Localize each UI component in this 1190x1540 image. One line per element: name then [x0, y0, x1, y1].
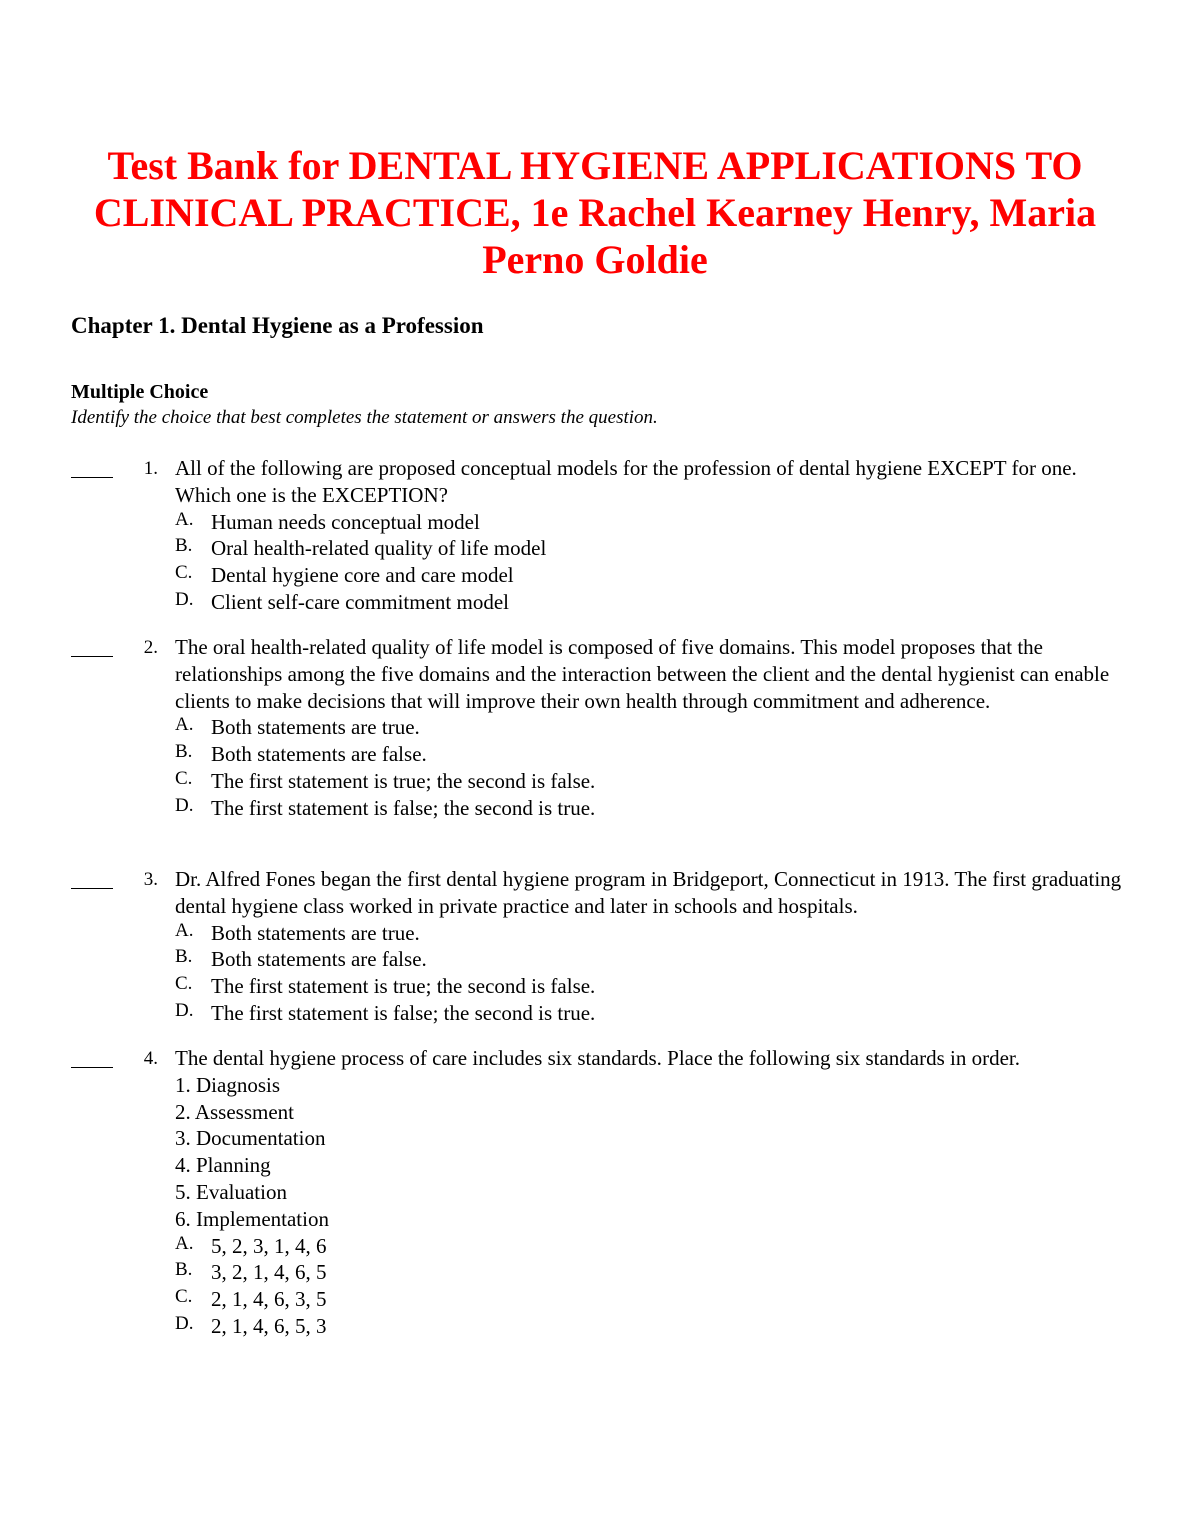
- option-text: Both statements are true.: [211, 920, 420, 945]
- answer-blank: [71, 1045, 113, 1068]
- option-b: [175, 535, 1130, 562]
- option-text: The first statement is false; the second is true.: [211, 795, 596, 820]
- chapter-heading: Chapter 1. Dental Hygiene as a Profession: [71, 313, 484, 338]
- question-stem: The oral health-related quality of life model is composed of five domains. This model proposes that the relationships among the five domains and the interaction between the client and the dental hygienist can enable clients to make decisions that will improve their own health through commitment and adherence.: [175, 635, 1110, 713]
- option-letter: B.: [175, 741, 193, 763]
- option-letter: D.: [175, 794, 194, 816]
- option-letter: B.: [175, 946, 193, 968]
- option-letter: D.: [175, 1312, 194, 1334]
- sequence-item: 1. Diagnosis: [175, 1072, 280, 1097]
- option-c: [175, 562, 1130, 589]
- option-b: [175, 1259, 1130, 1286]
- option-a: [175, 1233, 1130, 1260]
- option-text: Both statements are true.: [211, 715, 420, 740]
- option-letter: C.: [175, 767, 193, 789]
- option-letter: A.: [175, 1232, 194, 1254]
- option-text: Dental hygiene core and care model: [211, 563, 514, 588]
- option-text: Oral health-related quality of life model: [211, 536, 547, 561]
- option-letter: B.: [175, 1259, 193, 1281]
- option-c: [175, 1286, 1130, 1313]
- option-d: [175, 1313, 1130, 1340]
- option-text: 5, 2, 3, 1, 4, 6: [211, 1233, 327, 1258]
- option-letter: A.: [175, 508, 194, 530]
- sequence-item: 6. Implementation: [175, 1206, 329, 1231]
- option-text: Human needs conceptual model: [211, 509, 480, 534]
- option-letter: A.: [175, 714, 194, 736]
- option-a: [175, 509, 1130, 536]
- question-number: 4.: [143, 1048, 158, 1069]
- option-a: [175, 714, 1130, 741]
- question-number: 2.: [143, 637, 158, 658]
- question-number: 3.: [143, 869, 158, 890]
- option-text: 2, 1, 4, 6, 3, 5: [211, 1287, 327, 1312]
- instructions-text: Identify the choice that best completes the statement or answers the question.: [71, 407, 658, 428]
- option-text: 2, 1, 4, 6, 5, 3: [211, 1313, 327, 1338]
- option-b: [175, 946, 1130, 973]
- question-number: 1.: [143, 458, 158, 479]
- answer-blank: [71, 634, 113, 657]
- option-b: [175, 741, 1130, 768]
- question-stem: The dental hygiene process of care includes six standards. Place the following six standards in order.: [175, 1046, 1021, 1070]
- document-title: Test Bank for DENTAL HYGIENE APPLICATIONS TO CLINICAL PRACTICE, 1e Rachel Kearney Henry, Maria Perno Goldie: [93, 143, 1097, 282]
- option-letter: B.: [175, 535, 193, 557]
- section-heading: Multiple Choice: [71, 381, 209, 403]
- option-text: The first statement is true; the second is false.: [211, 768, 596, 793]
- option-text: 3, 2, 1, 4, 6, 5: [211, 1260, 327, 1285]
- option-a: [175, 920, 1130, 947]
- option-letter: D.: [175, 999, 194, 1021]
- sequence-item: 5. Evaluation: [175, 1179, 287, 1204]
- question-body: [175, 634, 1130, 822]
- answer-blank: [71, 455, 113, 478]
- sequence-item: 3. Documentation: [175, 1126, 326, 1151]
- option-d: [175, 589, 1130, 616]
- option-c: [175, 973, 1130, 1000]
- option-text: The first statement is true; the second is false.: [211, 974, 596, 999]
- question-stem: Dr. Alfred Fones began the first dental hygiene program in Bridgeport, Connecticut in 1913. The first graduating dental hygiene class worked in private practice and later in schools and hospitals.: [175, 867, 1122, 918]
- answer-blank: [71, 866, 113, 889]
- option-letter: C.: [175, 973, 193, 995]
- option-letter: C.: [175, 562, 193, 584]
- option-d: [175, 795, 1130, 822]
- option-letter: D.: [175, 588, 194, 610]
- question-stem: All of the following are proposed conceptual models for the profession of dental hygiene EXCEPT for one. Which one is the EXCEPTION?: [175, 456, 1077, 507]
- option-text: Both statements are false.: [211, 947, 427, 972]
- question-body: [175, 455, 1130, 616]
- option-text: The first statement is false; the second is true.: [211, 1000, 596, 1025]
- sequence-item: 2. Assessment: [175, 1099, 295, 1124]
- option-text: Client self-care commitment model: [211, 589, 509, 614]
- sequence-item: 4. Planning: [175, 1153, 271, 1178]
- question-body: [175, 1045, 1130, 1340]
- option-letter: A.: [175, 919, 194, 941]
- question-body: [175, 866, 1130, 1027]
- option-text: Both statements are false.: [211, 742, 427, 767]
- option-letter: C.: [175, 1286, 193, 1308]
- option-c: [175, 768, 1130, 795]
- option-d: [175, 1000, 1130, 1027]
